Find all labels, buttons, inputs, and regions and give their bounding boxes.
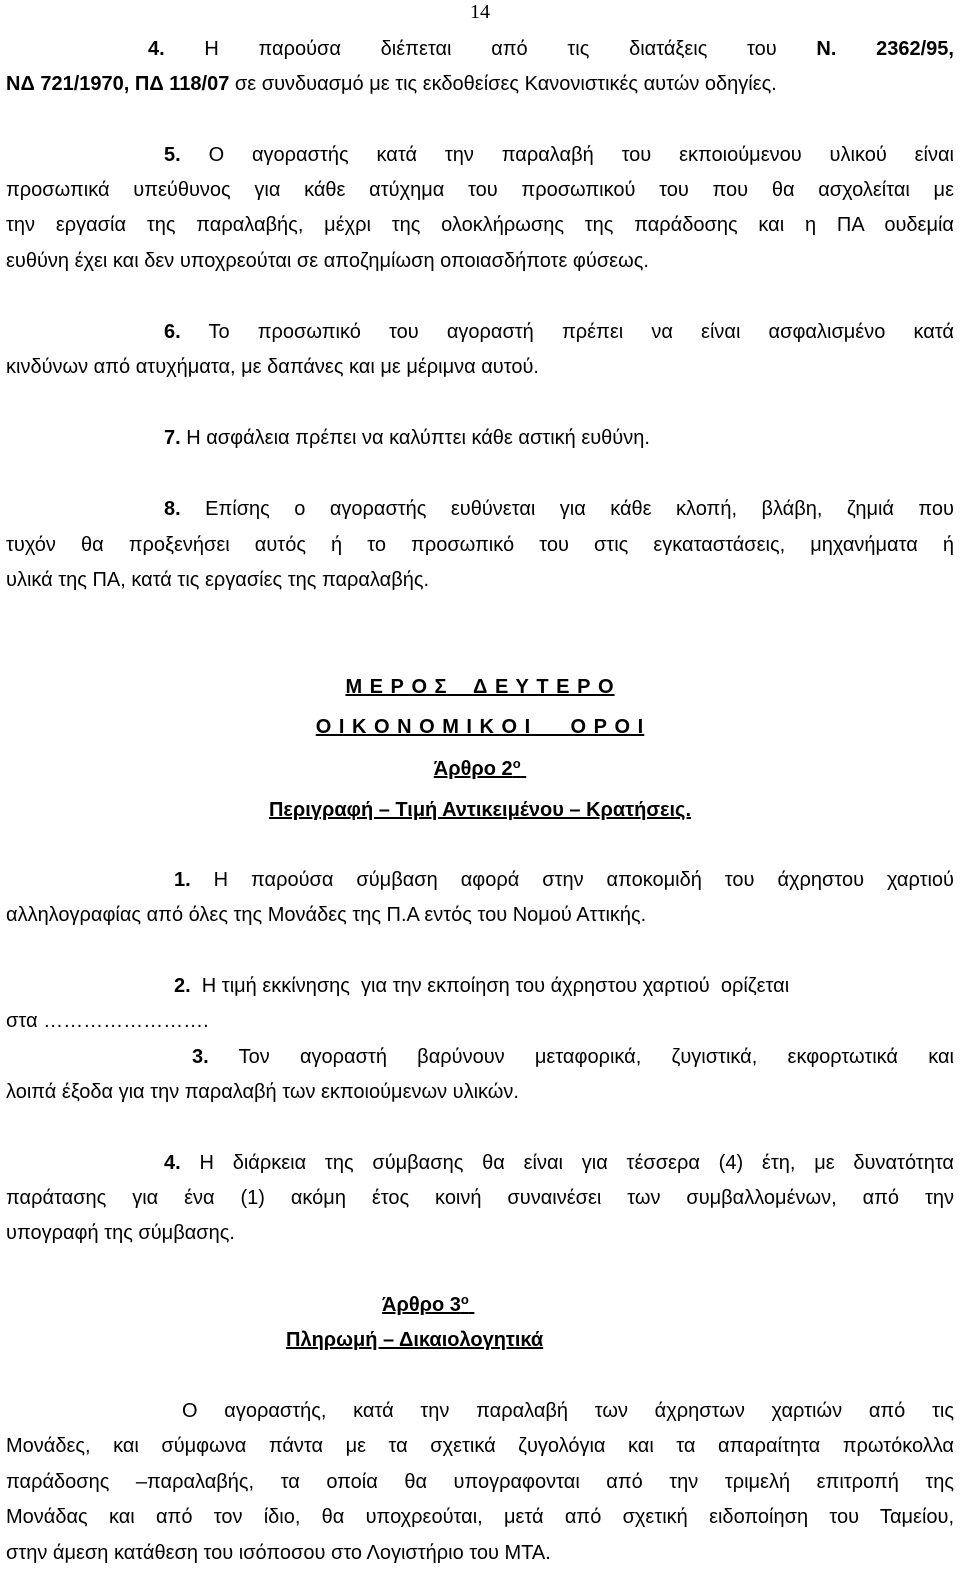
art2-item-2-number: 2. <box>174 975 191 997</box>
item-6-line-2: κινδύνων από ατυχήματα, με δαπάνες και με μέριμνα αυτού. <box>6 356 539 378</box>
art2-item-3-line-2: λοιπά έξοδα για την παραλαβή των εκποιούμενων υλικών. <box>6 1081 519 1103</box>
item-5-line-3: την εργασία της παραλαβής, μέχρι της ολοκλήρωσης της παράδοσης και η ΠΑ ουδεμία <box>6 214 954 236</box>
art2-item-2-line-2: στα ……………………. <box>6 1010 209 1032</box>
art2-item-3-line-1: 3. Τον αγοραστή βαρύνουν μεταφορικά, ζυγιστικά, εκφορτωτικά και <box>192 1046 954 1068</box>
article-3-label: Άρθρο $3^o$ <box>382 1292 469 1316</box>
art2-item-4-line-2: παράτασης για ένα (1) ακόμη έτος κοινή συναινέσει των συμβαλλομένων, από την <box>6 1187 954 1209</box>
item-6-number: 6. <box>164 321 181 343</box>
item-5-line-2: προσωπικά υπεύθυνος για κάθε ατύχημα του προσωπικού του που θα ασχολείται με <box>6 179 954 201</box>
article-3-line-5: στην άμεση κατάθεση του ισόποσου στο Λογιστήριο του ΜΤΑ. <box>6 1542 551 1564</box>
item-8-line-1: 8. Επίσης ο αγοραστής ευθύνεται για κάθε κλοπή, βλάβη, ζημιά που <box>164 498 954 520</box>
item-4-line-1: 4. Η παρούσα διέπεται από τις διατάξεις του Ν. 2362/95, <box>148 38 954 60</box>
art2-item-4-line-3: υπογραφή της σύμβασης. <box>6 1222 235 1244</box>
art2-item-3-number: 3. <box>192 1046 209 1068</box>
part-two-subheading: Ο Ι Κ Ο Ν Ο Μ Ι Κ Ο Ι Ο Ρ Ο Ι <box>315 716 645 738</box>
item-6-line-1: 6. Το προσωπικό του αγοραστή πρέπει να είναι ασφαλισμένο κατά <box>164 321 954 343</box>
art2-item-1-number: 1. <box>174 869 191 891</box>
item-5-line-4: ευθύνη έχει και δεν υποχρεούται σε αποζημίωση οποιασδήποτε φύσεως. <box>6 250 649 272</box>
page-number: 14 <box>470 1 490 23</box>
item-5-number: 5. <box>164 144 181 166</box>
article-3-line-4: Μονάδας και από τον ίδιο, θα υποχρεούται, μετά από σχετική ειδοποίηση του Ταμείου, <box>6 1506 954 1528</box>
art2-item-2-line-1: 2. Η τιμή εκκίνησης για την εκποίηση του άχρηστου χαρτιού ορίζεται <box>174 975 790 997</box>
item-8-number: 8. <box>164 498 181 520</box>
art2-item-1-line-1: 1. Η παρούσα σύμβαση αφορά στην αποκομιδή του άχρηστου χαρτιού <box>174 869 954 891</box>
article-3-title: Πληρωμή – Δικαιολογητικά <box>286 1329 544 1351</box>
article-3-line-1: Ο αγοραστής, κατά την παραλαβή των άχρηστων χαρτιών από τις <box>182 1400 954 1422</box>
art2-item-4-number: 4. <box>164 1152 181 1174</box>
item-5-line-1: 5. Ο αγοραστής κατά την παραλαβή του εκποιούμενου υλικού είναι <box>164 144 954 166</box>
article-2-label: Άρθρο $2^o$ <box>433 756 521 780</box>
art2-item-1-line-2: αλληλογραφίας από όλες της Μονάδες της Π.Α εντός του Νομού Αττικής. <box>6 904 647 926</box>
item-7-line-1: 7. Η ασφάλεια πρέπει να καλύπτει κάθε αστική ευθύνη. <box>164 427 650 449</box>
item-4-number: 4. <box>148 38 165 60</box>
part-two-heading: Μ Ε Ρ Ο Σ Δ Ε Υ Τ Ε Ρ Ο <box>345 676 615 698</box>
article-3-line-3: παράδοσης –παραλαβής, τα οποία θα υπογραφονται από την τριμελή επιτροπή της <box>6 1471 954 1493</box>
item-7-number: 7. <box>164 427 181 449</box>
article-2-title: Περιγραφή – Τιμή Αντικειμένου – Κρατήσεις. <box>268 799 692 821</box>
article-3-line-2: Μονάδες, και σύμφωνα πάντα με τα σχετικά ζυγολόγια και τα απαραίτητα πρωτόκολλα <box>6 1435 954 1457</box>
item-8-line-3: υλικά της ΠΑ, κατά τις εργασίες της παραλαβής. <box>6 569 430 591</box>
art2-item-4-line-1: 4. Η διάρκεια της σύμβασης θα είναι για τέσσερα (4) έτη, με δυνατότητα <box>164 1152 954 1174</box>
item-8-line-2: τυχόν θα προξενήσει αυτός ή το προσωπικό του στις εγκαταστάσεις, μηχανήματα ή <box>6 534 954 556</box>
item-4-line-2: ΝΔ 721/1970, ΠΔ 118/07 σε συνδυασμό με τις εκδοθείσες Κανονιστικές αυτών οδηγίες. <box>6 73 777 95</box>
